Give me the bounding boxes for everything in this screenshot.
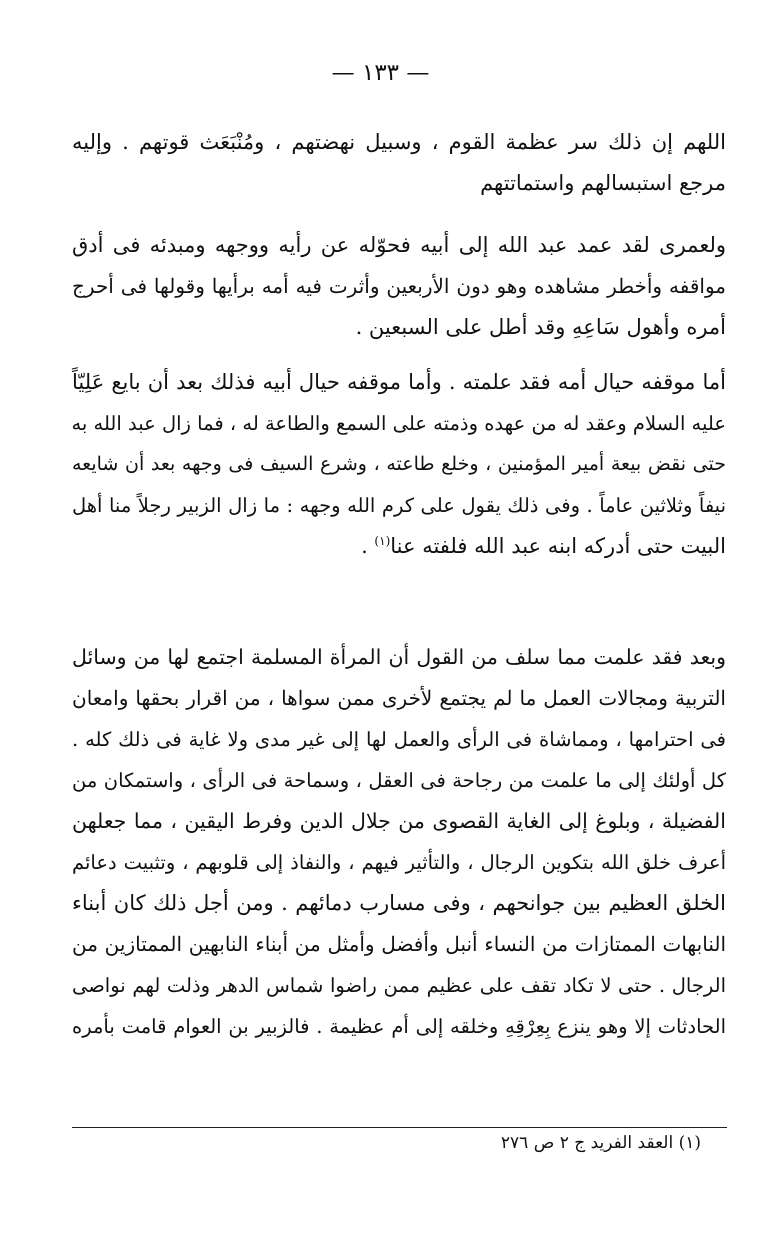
paragraph-line: الحادثات إلا وهو ينزع بِعِرْقِهِ وخلقه إلى أم عظيمة . فالزبير بن العوام قامت بأمره — [72, 1015, 726, 1038]
footnote-reference: (١) — [374, 534, 391, 548]
paragraph-line: عليه السلام وعقد له من عهده وذمته على السمع والطاعة له ، فما زال عبد الله به — [71, 412, 726, 435]
paragraph-line-closing: . — [361, 534, 375, 558]
paragraph-line: نيفاً وثلاثين عاماً . وفى ذلك يقول على كرم الله وجهه : ما زال الزبير رجلاً منا أهل — [72, 494, 726, 517]
paragraph-1 — [72, 122, 726, 204]
paragraph-line: مرجع استبسالهم واستماتتهم — [480, 171, 726, 195]
paragraph-line: حتى نقض بيعة أمير المؤمنين ، وخلع طاعته ، وشرع السيف فى وجهه بعد أن شايعه — [72, 453, 726, 475]
paragraph-line: فى احترامها ، ومماشاة فى الرأى والعمل لها إلى غير مدى ولا غاية فى ذلك كله . — [72, 728, 726, 751]
paragraph-line: التربية ومجالات العمل ما لم يجتمع لأخرى ممن سواها ، من اقرار بحقها وامعان — [72, 686, 726, 710]
paragraph-line: أعرف خلق الله بتكوين الرجال ، والتأثير فيهم ، والنفاذ إلى قلوبهم ، وتثبيت دعائم — [72, 851, 726, 874]
paragraph-line: أمره وأهول سَاعِهِ وقد أطل على السبعين . — [355, 315, 726, 339]
paragraph-3 — [72, 362, 726, 567]
paragraph-line: مواقفه وأخطر مشاهده وهو دون الأربعين وأثرت فيه أمه برأيها وقولها فى أحرج — [72, 274, 726, 298]
paragraph-line: الرجال . حتى لا تكاد تقف على عظيم ممن راضوا شماس الدهر وذلت لهم نواصى — [72, 974, 726, 997]
paragraph-line: الفضيلة ، وبلوغ إلى الغاية القصوى من جلال الدين وفرط اليقين ، مما جعلهن — [72, 809, 726, 833]
paragraph-line-text: البيت حتى أدركه ابنه عبد الله فلفته عنا — [390, 534, 726, 558]
footnote-divider — [72, 1127, 727, 1128]
paragraph-line-with-footnote — [72, 526, 726, 567]
paragraph-line: أما موقفه حيال أمه فقد علمته . وأما موقفه حيال أبيه فذلك بعد أن بايع عَلِيّاً — [72, 370, 726, 394]
paragraph-line: الخلق العظيم بين جوانحهم ، وفى مسارب دمائهم . ومن أجل ذلك كان أبناء — [72, 891, 726, 915]
paragraph-line: ولعمرى لقد عمد عبد الله إلى أبيه فحوّله عن رأيه ووجهه ومبدئه فى أدق — [72, 233, 726, 257]
paragraph-4 — [72, 637, 726, 1047]
paragraph-2 — [72, 225, 726, 348]
paragraph-line: اللهم إن ذلك سر عظمة القوم ، وسبيل نهضتهم ، ومُنْبَعَث قوتهم . وإليه — [72, 130, 726, 154]
paragraph-line: النابهات الممتازات من النساء أنبل وأفضل وأمثل من أبناء النابهين الممتازين من — [72, 932, 726, 956]
paragraph-line: وبعد فقد علمت مما سلف من القول أن المرأة المسلمة اجتمع لها من وسائل — [72, 645, 726, 669]
paragraph-line: كل أولئك إلى ما علمت من رجاحة فى العقل ، وسماحة فى الرأى ، واستمكان من — [72, 769, 726, 792]
footnote: (١) العقد الفريد ج ٢ ص ٢٧٦ — [500, 1133, 701, 1153]
page-number: — ١٣٣ — — [331, 60, 430, 86]
